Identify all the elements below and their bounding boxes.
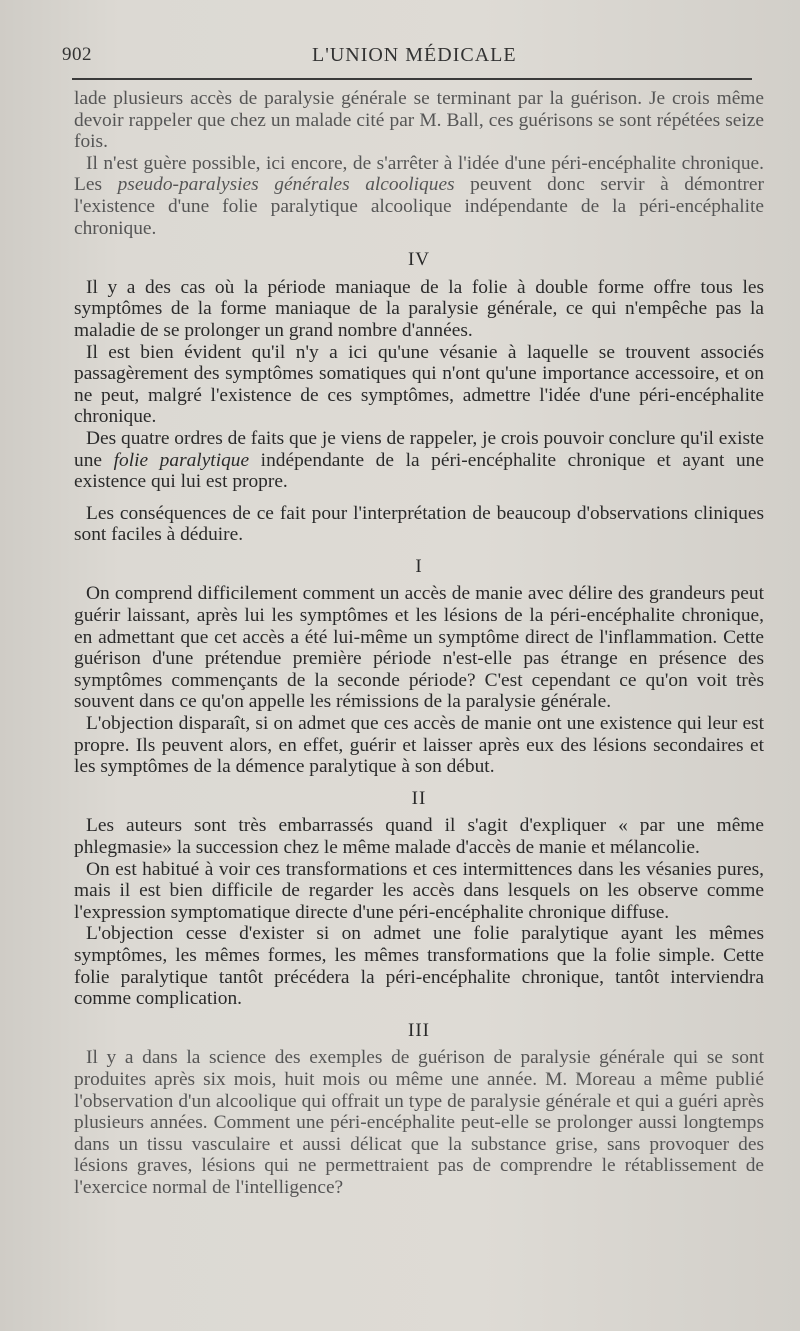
paragraph: Il y a dans la science des exemples de guérison de paralysie générale qui se sont produites après six mois, huit mois ou même une année. M. Moreau a même publié l'observation d'un alcoolique qui offrait un type de paralysie générale et qui a guéri après plusieurs années. Comment une péri-encéphalite peut-elle se prolonger aussi longtemps dans un tissu vasculaire et aussi délicat que la substance grise, sans provoquer des lésions graves, lésions qui ne permettraient pas de comprendre le rétablissement de l'exercice normal de l'intelligence?: [74, 1047, 764, 1198]
paragraph: Les auteurs sont très embarrassés quand il s'agit d'expliquer « par une même phlegmasie» la succession chez le même malade d'accès de manie et mélancolie.: [74, 815, 764, 858]
paragraph: On comprend difficilement comment un accès de manie avec délire des grandeurs peut guérir laissant, après lui les symptômes et les lésions de la péri-encéphalite chronique, en admettant que cet accès a été lui-même un symptôme direct de l'inflammation. Cette guérison d'une prétendue première période n'est-elle pas étrange en présence des symptômes commençants de la seconde période? C'est cependant ce qu'on voit très souvent dans ce qu'on appelle les rémissions de la paralysie générale.: [74, 583, 764, 713]
header-rule: [72, 78, 752, 80]
paragraph: Il y a des cas où la période maniaque de la folie à double forme offre tous les symptômes de la forme maniaque de la paralysie générale, ce qui n'empêche pas la maladie de se prolonger un grand nombre d'années.: [74, 276, 764, 341]
page-number: 902: [62, 44, 92, 65]
article-body: [74, 88, 764, 1199]
running-title: L'UNION MÉDICALE: [312, 44, 517, 66]
page-header: [62, 44, 758, 72]
paragraph: L'objection disparaît, si on admet que ces accès de manie ont une existence qui leur est propre. Ils peuvent alors, en effet, guérir et laisser après eux des lésions secondaires et les symptômes de la démence paralytique à son début.: [74, 713, 764, 778]
spacer: [74, 493, 764, 503]
paragraph: Il n'est guère possible, ici encore, de s'arrêter à l'idée d'une péri-encéphalite chronique. Les pseudo-paralysies générales alcooliques peuvent donc servir à démontrer l'existence d'une folie paralytique alcoolique indépendante de la péri-encéphalite chronique.: [74, 152, 764, 239]
paragraph: L'objection cesse d'exister si on admet une folie paralytique ayant les mêmes symptômes, les mêmes formes, les mêmes transformations que la folie simple. Cette folie paralytique tantôt précédera la péri-encéphalite chronique, tantôt interviendra comme complication.: [74, 923, 764, 1010]
paragraph: Les conséquences de ce fait pour l'interprétation de beaucoup d'observations cliniques sont faciles à déduire.: [74, 502, 764, 546]
section-heading-iii: III: [408, 1019, 430, 1041]
italic-phrase: folie paralytique: [113, 449, 250, 471]
italic-phrase: pseudo-paralysies générales alcooliques: [117, 174, 455, 196]
section-heading-i: I: [415, 555, 423, 577]
paragraph: lade plusieurs accès de paralysie générale se terminant par la guérison. Je crois même devoir rappeler que chez un malade cité par M. Ball, ces guérisons se sont répétées seize fois.: [74, 88, 764, 153]
section-heading-iv: IV: [407, 249, 431, 271]
paragraph: Des quatre ordres de faits que je viens de rappeler, je crois pouvoir conclure qu'il existe une folie paralytique indépendante de la péri-encéphalite chronique et ayant une existence qui lui est propre.: [74, 427, 764, 493]
paragraph: On est habitué à voir ces transformations et ces intermittences dans les vésanies pures, mais il est bien difficile de regarder les accès dans lesquels on les observe comme l'expression symptomatique directe d'une péri-encéphalite chronique diffuse.: [74, 858, 764, 923]
paragraph: Il est bien évident qu'il n'y a ici qu'une vésanie à laquelle se trouvent associés passagèrement des symptômes somatiques qui n'ont qu'une importance accessoire, et on ne peut, malgré l'existence de ces symptômes, admettre l'idée d'une péri-encéphalite chronique.: [74, 341, 764, 428]
section-heading-ii: II: [411, 787, 427, 809]
